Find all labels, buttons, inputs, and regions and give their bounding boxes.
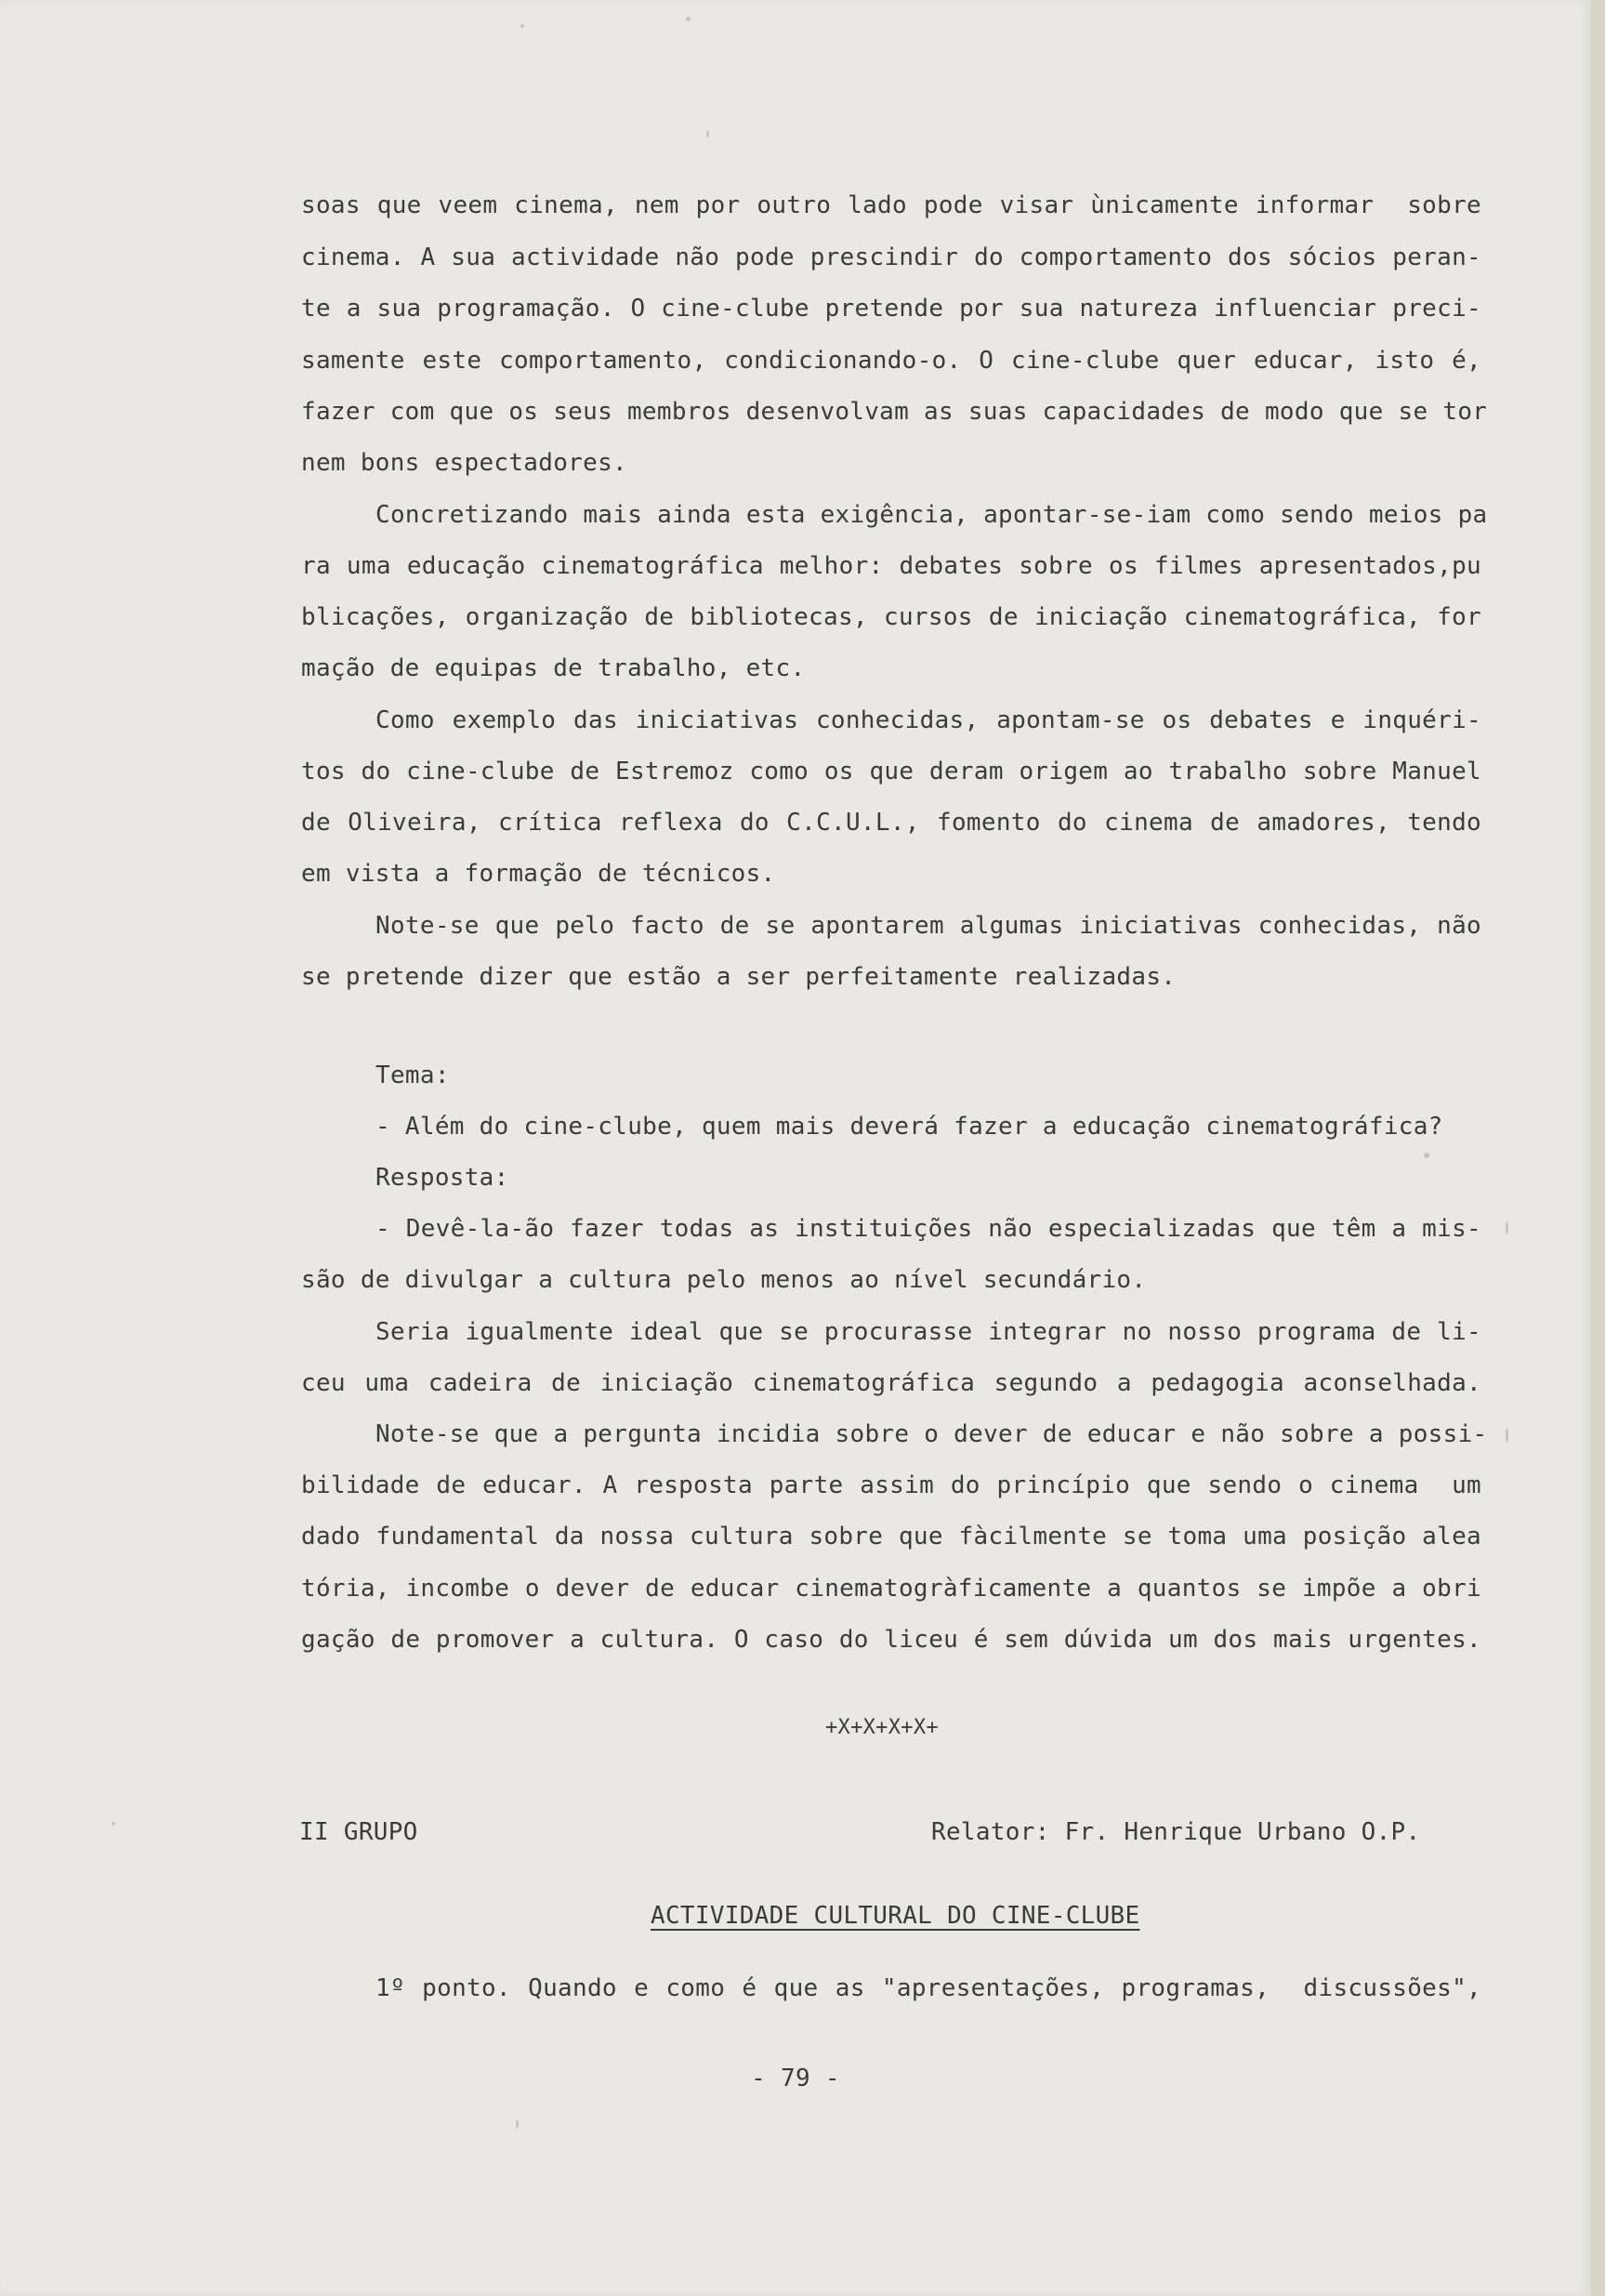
- text-line: mação de equipas de trabalho, etc.: [301, 654, 806, 682]
- text-line: ra uma educação cinematográfica melhor: debates sobre os filmes apresentados,pu: [301, 552, 1481, 580]
- text-line: Note-se que a pergunta incidia sobre o dever de educar e não sobre a possi-: [375, 1420, 1488, 1448]
- text-line: soas que veem cinema, nem por outro lado pode visar ùnicamente informar sobre: [301, 191, 1481, 219]
- text-line: se pretende dizer que estão a ser perfeitamente realizadas.: [301, 963, 1177, 991]
- text-line: fazer com que os seus membros desenvolvam as suas capacidades de modo que se tor: [301, 398, 1488, 426]
- page-number: - 79 -: [751, 2065, 840, 2092]
- text-line: te a sua programação. O cine-clube pretende por sua natureza influenciar preci-: [301, 295, 1481, 323]
- paper-speck: [1506, 1428, 1508, 1443]
- text-line: Note-se que pelo facto de se apontarem algumas iniciativas conhecidas, não: [375, 912, 1481, 940]
- paper-speck: [686, 17, 691, 21]
- text-line: de Oliveira, crítica reflexa do C.C.U.L., fomento do cinema de amadores, tendo: [301, 809, 1481, 837]
- text-line: samente este comportamento, condicionando-o. O cine-clube quer educar, isto é,: [301, 347, 1481, 375]
- paper-speck: [1424, 1153, 1429, 1158]
- paper-speck: [1506, 1221, 1508, 1234]
- paper-speck: [520, 24, 524, 28]
- text-line: 1º ponto. Quando e como é que as "apresentações, programas, discussões",: [375, 1974, 1481, 2002]
- text-line: em vista a formação de técnicos.: [301, 860, 776, 888]
- group-label: II GRUPO: [299, 1818, 418, 1846]
- text-line: são de divulgar a cultura pelo menos ao nível secundário.: [301, 1266, 1147, 1294]
- paper-speck: [706, 130, 709, 138]
- text-line: cinema. A sua actividade não pode prescindir do comportamento dos sócios peran-: [301, 244, 1481, 271]
- paper-speck: [516, 2119, 519, 2129]
- resposta-label: Resposta:: [375, 1164, 509, 1192]
- text-line: dado fundamental da nossa cultura sobre que fàcilmente se toma uma posição alea: [301, 1523, 1481, 1550]
- text-line: ceu uma cadeira de iniciação cinematográfica segundo a pedagogia aconselhada.: [301, 1369, 1481, 1397]
- text-line: tória, incombe o dever de educar cinematogràficamente a quantos se impõe a obri: [301, 1575, 1481, 1603]
- text-line: bilidade de educar. A resposta parte assim do princípio que sendo o cinema um: [301, 1471, 1481, 1499]
- paper-edge: [1591, 0, 1605, 2296]
- text-line: blicações, organização de bibliotecas, cursos de iniciação cinematográfica, for: [301, 603, 1481, 631]
- relator-line: Relator: Fr. Henrique Urbano O.P.: [931, 1818, 1421, 1846]
- tema-question: - Além do cine-clube, quem mais deverá fazer a educação cinematográfica?: [375, 1113, 1443, 1141]
- text-line: Como exemplo das iniciativas conhecidas, apontam-se os debates e inquéri-: [375, 706, 1481, 734]
- text-line: gação de promover a cultura. O caso do liceu é sem dúvida um dos mais urgentes.: [301, 1626, 1481, 1654]
- section-separator: +X+X+X+X+: [825, 1716, 939, 1739]
- text-line: Seria igualmente ideal que se procurasse integrar no nosso programa de li-: [375, 1318, 1481, 1346]
- text-line: tos do cine-clube de Estremoz como os que deram origem ao trabalho sobre Manuel: [301, 758, 1481, 785]
- text-line: Concretizando mais ainda esta exigência, apontar-se-iam como sendo meios pa: [375, 501, 1488, 529]
- section-title: ACTIVIDADE CULTURAL DO CINE-CLUBE: [651, 1902, 1140, 1930]
- text-line: nem bons espectadores.: [301, 449, 627, 477]
- tema-label: Tema:: [375, 1062, 450, 1089]
- paper-speck: [112, 1822, 115, 1826]
- text-line: - Devê-la-ão fazer todas as instituições não especializadas que têm a mis-: [375, 1215, 1481, 1243]
